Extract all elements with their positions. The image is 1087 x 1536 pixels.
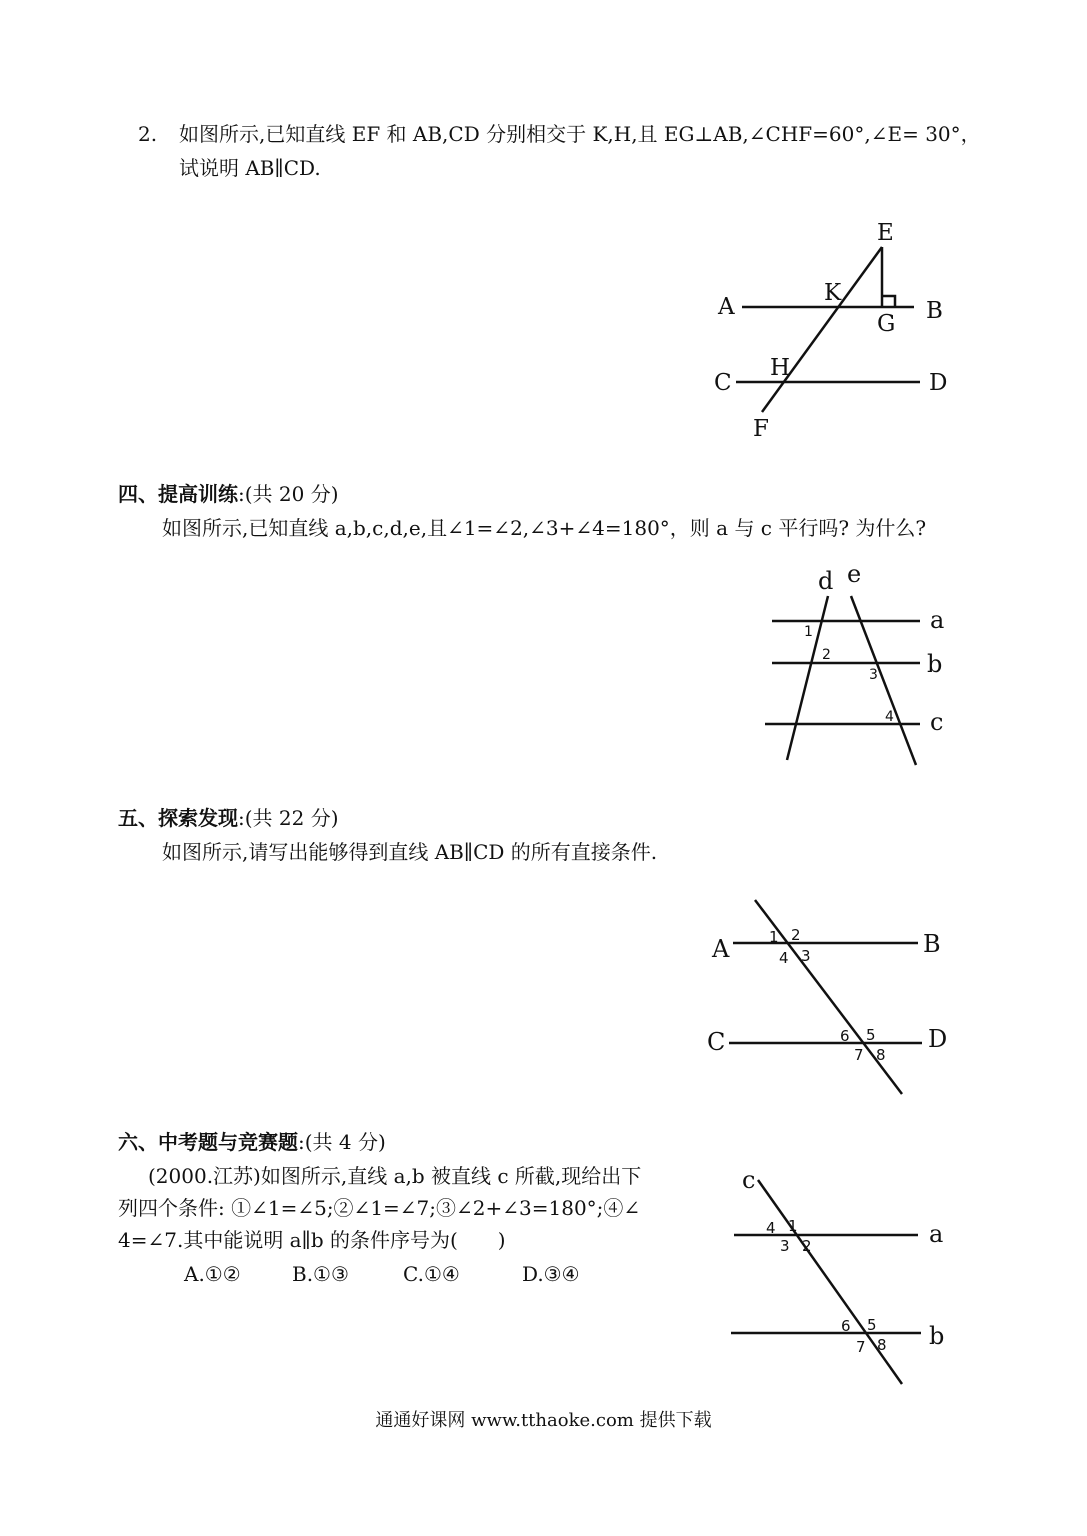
label-d: d: [818, 567, 834, 595]
label-B: B: [926, 298, 943, 324]
label-G: G: [877, 311, 896, 337]
label-b: b: [929, 1322, 945, 1350]
right-angle-mark: [882, 296, 895, 307]
angle-label-5: 5: [866, 1026, 876, 1044]
label-D: D: [929, 370, 948, 396]
label-b: b: [927, 650, 943, 678]
angle-label-7: 7: [854, 1046, 864, 1064]
label-E: E: [877, 220, 894, 246]
label-C: C: [714, 370, 732, 396]
label-c: c: [742, 1166, 756, 1194]
angle-label-3: 3: [780, 1237, 790, 1255]
line-ef: [762, 247, 882, 412]
sec5-title: 五、探索发现: [118, 806, 238, 830]
sec6-figure: [720, 1160, 960, 1390]
angle-label-3: 3: [869, 667, 878, 683]
label-K: K: [824, 280, 842, 306]
sec6-question-line3: 4=∠7.其中能说明 a∥b 的条件序号为( ): [118, 1228, 506, 1252]
sec4-score: :(共 20 分): [238, 482, 339, 506]
label-F: F: [753, 416, 769, 442]
footer-credit: 通通好课网 www.tthaoke.com 提供下载: [375, 1410, 712, 1431]
sec6-question-line2: 列四个条件: ①∠1=∠5;②∠1=∠7;③∠2+∠3=180°;④∠: [118, 1196, 641, 1220]
label-e: e: [847, 560, 862, 588]
sec6-option-b: B.①③: [292, 1262, 349, 1286]
sec6-option-a: A.①②: [184, 1262, 241, 1286]
q2-text-line2: 试说明 AB∥CD.: [179, 156, 321, 180]
label-C: C: [707, 1028, 726, 1056]
angle-label-2: 2: [791, 926, 801, 944]
q2-number: 2.: [138, 122, 158, 146]
sec4-question: 如图所示,已知直线 a,b,c,d,e,且∠1=∠2,∠3+∠4=180°，则 a 与 c 平行吗? 为什么?: [162, 516, 927, 540]
label-a: a: [930, 606, 945, 634]
sec4-title: 四、提高训练: [118, 482, 238, 506]
angle-label-2: 2: [802, 1237, 812, 1255]
angle-label-4: 4: [766, 1219, 776, 1237]
angle-label-6: 6: [840, 1027, 850, 1045]
angle-label-7: 7: [856, 1338, 866, 1356]
sec5-score: :(共 22 分): [238, 806, 339, 830]
label-A: A: [712, 935, 730, 963]
angle-label-8: 8: [876, 1046, 886, 1064]
angle-label-1: 1: [769, 928, 779, 946]
sec6-heading: [118, 1126, 386, 1158]
sec4-figure: [755, 560, 955, 770]
label-H: H: [770, 355, 791, 381]
sec4-heading: [118, 478, 339, 510]
sec5-heading: [118, 802, 339, 834]
angle-label-4: 4: [779, 949, 789, 967]
angle-label-3: 3: [801, 947, 811, 965]
label-A: A: [718, 294, 735, 320]
angle-label-4: 4: [885, 709, 894, 725]
angle-label-6: 6: [841, 1317, 851, 1335]
label-a: a: [929, 1220, 944, 1248]
sec6-title: 六、中考题与竞赛题: [118, 1130, 298, 1154]
sec5-question: 如图所示,请写出能够得到直线 AB∥CD 的所有直接条件.: [162, 840, 658, 864]
sec6-score: :(共 4 分): [298, 1130, 386, 1154]
angle-label-5: 5: [867, 1316, 877, 1334]
angle-label-8: 8: [877, 1336, 887, 1354]
angle-label-2: 2: [822, 647, 831, 663]
sec6-option-d: D.③④: [522, 1262, 580, 1286]
angle-label-1: 1: [788, 1217, 798, 1235]
label-c: c: [930, 708, 944, 736]
sec6-question-line1: (2000.江苏)如图所示,直线 a,b 被直线 c 所截,现给出下: [148, 1164, 642, 1188]
angle-label-1: 1: [804, 624, 813, 640]
q2-figure: [700, 210, 960, 450]
sec5-figure: [700, 890, 960, 1100]
sec6-option-c: C.①④: [403, 1262, 460, 1286]
q2-text-line1: 如图所示,已知直线 EF 和 AB,CD 分别相交于 K,H,且 EG⊥AB,∠CHF=60°,∠E= 30°，: [179, 122, 981, 146]
label-D: D: [928, 1025, 948, 1053]
label-B: B: [923, 930, 941, 958]
